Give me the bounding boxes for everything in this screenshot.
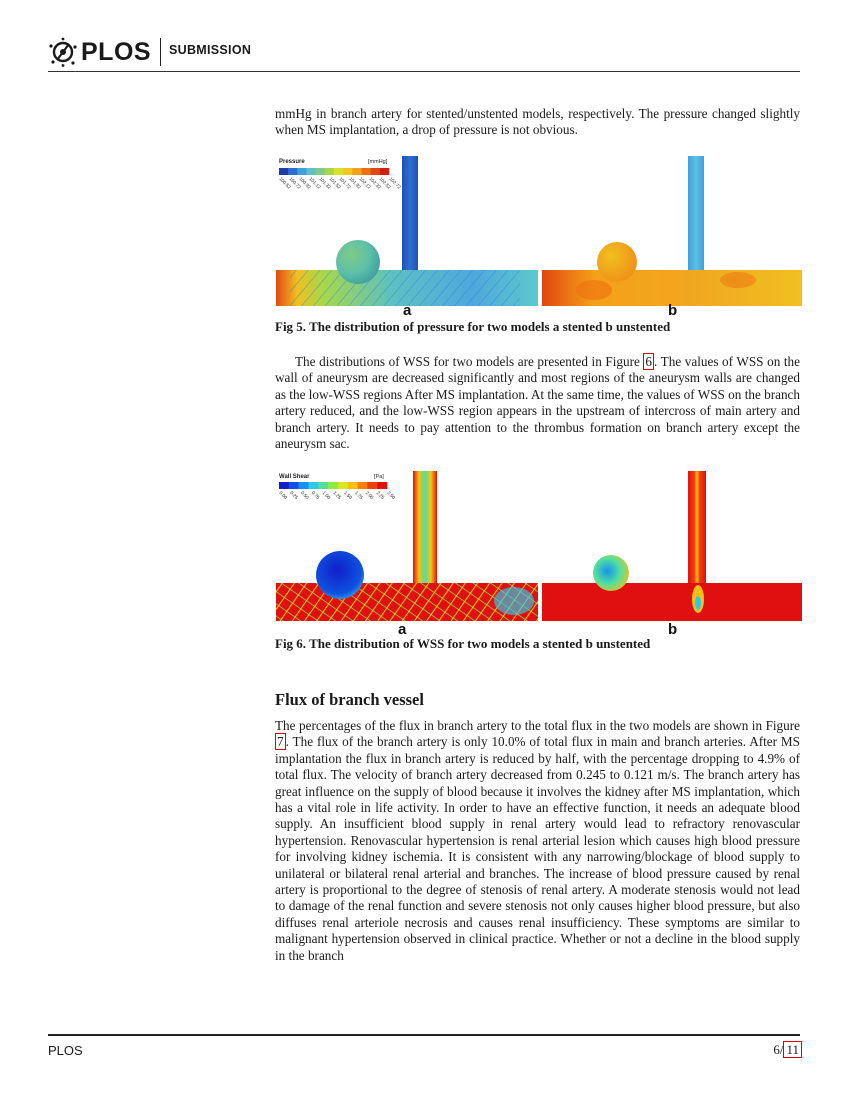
legend-swatch: [288, 168, 297, 175]
legend-swatch: [348, 482, 358, 489]
legend-swatch: [377, 482, 387, 489]
flux-text-start: The percentages of the flux in branch artery to the total flux in the two models are shown in Figure: [275, 718, 800, 733]
legend-tick-label: 0.25: [289, 490, 299, 501]
legend-tick-label: 0.50: [299, 490, 310, 501]
figure-5: [276, 154, 802, 319]
page-number: [773, 1042, 802, 1058]
legend-tick-label: 2.50: [386, 490, 397, 501]
section-title: Flux of branch vessel: [275, 690, 424, 709]
legend-swatch: [316, 168, 325, 175]
panel-label-a: a: [398, 621, 407, 638]
legend-tick-label: 100.92: [298, 176, 312, 190]
legend-tick-label: 100.52: [278, 176, 292, 190]
legend-tick-label: 0.00: [278, 490, 289, 501]
legend-swatch: [318, 482, 328, 489]
figure-6-image: [276, 469, 802, 623]
paragraph-pressure-end: [275, 106, 800, 139]
header-rule: [48, 71, 800, 72]
legend-unit: [mmHg]: [368, 159, 388, 165]
stent-mesh-a: [290, 270, 520, 306]
legend-title: Pressure: [279, 159, 305, 165]
legend-tick-label: 2.00: [364, 490, 375, 501]
legend-tick-label: 2.25: [375, 490, 386, 501]
caption-text: The distribution of pressure for two models a stented b unstented: [309, 319, 671, 334]
footer-rule: [48, 1034, 800, 1036]
legend-tick-label: 0.75: [310, 490, 321, 501]
legend-tick-label: 101.32: [318, 176, 332, 190]
figure-5-caption: [275, 319, 800, 335]
section-label: SUBMISSION: [169, 43, 252, 57]
legend-swatch: [308, 482, 318, 489]
legend-tick-label: 101.52: [328, 176, 342, 190]
footer-journal: PLOS: [48, 1043, 83, 1058]
figure-6: [276, 469, 802, 638]
wss-text-end: . The values of WSS on the wall of aneurysm are decreased significantly and most regions of the aneurysm walls are changed as the low-WSS regions After MS implantation. At the same time, the values of WSS on the branch artery reduced, and the low-WSS region appears in the upstream of intercross of main artery and branch artery. It needs to pay attention to the thrombus formation on branch artery except the aneurysm sac.: [275, 354, 800, 452]
legend-swatch: [297, 168, 306, 175]
caption-label: Fig 5.: [275, 319, 307, 334]
figure-5-image: [276, 154, 802, 308]
legend-swatch: [307, 168, 316, 175]
legend-tick-label: 1.25: [332, 490, 343, 501]
legend-tick-label: 101.12: [308, 176, 322, 190]
legend-swatch: [334, 168, 343, 175]
main-artery-b: [542, 583, 802, 621]
legend-tick-label: 102.72: [388, 176, 402, 190]
legend-tick-label: 102.32: [368, 176, 382, 190]
header-separator: [160, 38, 161, 66]
flux-text-end: . The flux of the branch artery is only 10.0% of total flux in main and branch arteries. After MS implantation the flux in branch artery is reduced by half, with the percentage dropping to 4.9% of total flux. The velocity of branch artery decreased from 0.245 to 0.121 m/s. The branch artery has great influence on the supply of blood because it involves the kidney after MS implantation, which has a vital role in life activity. In order to have an effective function, it needs an adequate blood supply. An insufficient blood supply in renal artery would lead to refractory renovascular hypertension. Renovascular hypertension is renal arterial lesion which causes high blood pressure for involving kidney ischemia. It is consistent with any narrowing/blockage of blood supply to unilateral or bilateral renal arterial and branches. The increase of blood pressure caused by renal artery is proportional to the degree of stenosis of renal artery. A moderate stenosis would not lead to damage of the renal function and severe stenosis not only causes higher blood pressure, but also diffuses renal arteriole necrosis and causes renal insufficiency. These symptoms are similar to malignant hypertension observed in clinical practice. Whether or not a decline in the blood supply in the branch: [275, 734, 800, 963]
page-header: [48, 34, 800, 72]
branch-artery-a: [402, 156, 418, 274]
branch-artery-a: [413, 471, 437, 585]
legend-swatch: [279, 168, 288, 175]
legend-tick-label: 1.00: [321, 490, 332, 501]
aneurysm-b: [593, 555, 629, 591]
legend-tick-label: 102.52: [378, 176, 392, 190]
wss-text-start: The distributions of WSS for two models are presented in Figure: [295, 354, 644, 369]
legend-tick-label: 1.50: [343, 490, 353, 501]
legend-tick-label: 100.72: [288, 176, 302, 190]
aneurysm-b: [597, 242, 637, 282]
figure-6-caption: [275, 636, 800, 652]
figure-7-link[interactable]: 7: [277, 734, 284, 750]
legend-swatch: [380, 168, 389, 175]
legend-tick-label: 101.92: [348, 176, 362, 190]
aneurysm-a: [336, 240, 380, 284]
pressure-legend: [278, 168, 402, 190]
legend-swatch: [325, 168, 334, 175]
legend-swatch: [371, 168, 380, 175]
plos-logo-icon: [48, 37, 78, 67]
caption-label: Fig 6.: [275, 636, 307, 651]
wss-legend: [278, 482, 396, 500]
paragraph-wss: [275, 354, 800, 452]
panel-label-b: b: [668, 302, 678, 319]
plos-logo: [48, 36, 151, 68]
legend-unit: [Pa]: [374, 474, 384, 480]
legend-swatch: [299, 482, 309, 489]
caption-text: The distribution of WSS for two models a stented b unstented: [309, 636, 651, 651]
current-page: 6: [773, 1042, 780, 1057]
panel-label-b: b: [668, 621, 678, 638]
legend-tick-label: 1.75: [353, 490, 364, 501]
legend-tick-label: 101.72: [338, 176, 352, 190]
logo-text: PLOS: [81, 37, 152, 66]
aneurysm-a: [316, 551, 364, 599]
legend-swatch: [279, 482, 289, 489]
legend-swatch: [367, 482, 377, 489]
legend-swatch: [362, 168, 371, 175]
total-pages-link[interactable]: 11: [783, 1041, 802, 1058]
legend-title: Wall Shear: [279, 474, 310, 480]
page-separator: /: [779, 1042, 784, 1057]
legend-swatch: [328, 482, 338, 489]
legend-swatch: [338, 482, 348, 489]
panel-label-a: a: [403, 302, 412, 319]
figure-6-link[interactable]: 6: [645, 354, 653, 369]
legend-swatch: [343, 168, 352, 175]
branch-artery-b: [688, 156, 704, 274]
paragraph-flux: [275, 718, 800, 964]
legend-swatch: [352, 168, 361, 175]
legend-swatch: [358, 482, 368, 489]
legend-swatch: [289, 482, 299, 489]
paragraph-text: mmHg in branch artery for stented/unstented models, respectively. The pressure changed slightly when MS implantation, a drop of pressure is not obvious.: [275, 106, 800, 138]
legend-tick-label: 102.12: [358, 176, 372, 190]
branch-artery-b: [688, 471, 706, 585]
section-heading: [275, 690, 800, 710]
